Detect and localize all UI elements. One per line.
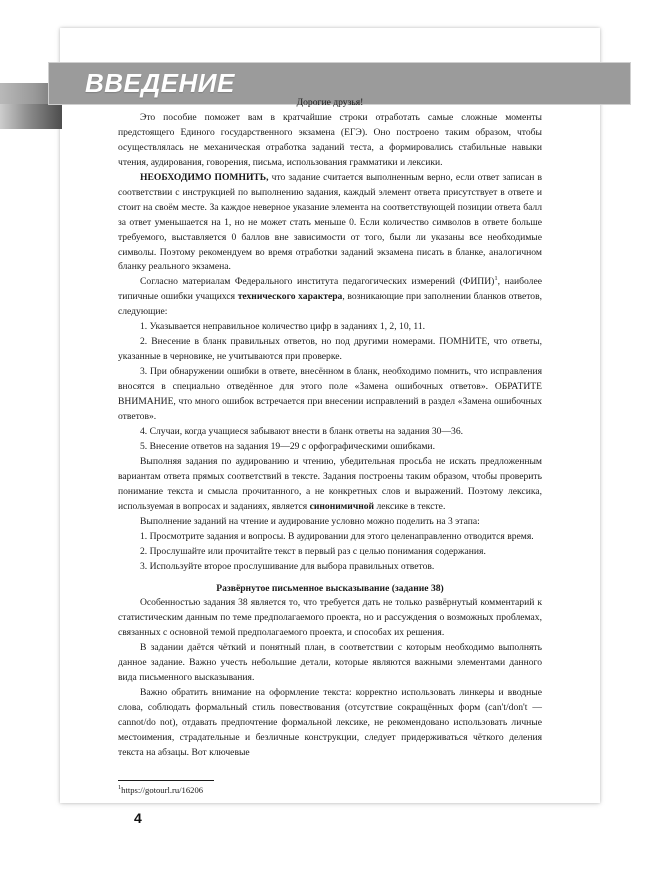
fipi-bold-phrase: технического характера bbox=[237, 291, 343, 303]
paragraph-task38-features: Особенностью задания 38 является то, что требуется дать не только развёрнутый комментарий к статистическим данным по теме предполагаемого проекта, но и рассуждения о возможных проблемах, связанных с основной темой предполагаемого проекта, и способах их решения. bbox=[118, 597, 542, 639]
listening-bold-phrase: синонимичной bbox=[309, 500, 375, 512]
paragraph-task38-style: Важно обратить внимание на оформление текста: корректно использовать линкеры и вводные слова, соблюдать формальный стиль повествования (отсутствие сокращённых форм (can't/don't — cannot/do not), отдавать предпочтение формальной лексике, не рекомендовано использовать личные местоимения, страдательные и безличные конструкции, следует придерживаться чёткого деления текста на абзацы. Вот ключевые bbox=[118, 687, 542, 758]
page-body bbox=[118, 96, 542, 761]
listening-text-a: Выполняя задания по аудированию и чтению, убедительная просьба не искать предложенным вариантам ответа прямых соответствий в тексте. Задания построены таким образом, чтобы проверить понимание текста и смысла прочитанного, а не конкретных слов и выражений. Поэтому лексика, используемая в вопросах и заданиях, является bbox=[118, 455, 542, 512]
fipi-text-c: , возникающие при заполнении бланков ответов, следующие: bbox=[118, 291, 542, 318]
footnote-url[interactable]: https://gotourl.ru/16206 bbox=[121, 785, 204, 795]
footnote-entry bbox=[118, 785, 542, 796]
salutation: Дорогие друзья! bbox=[296, 97, 364, 108]
footnote-area bbox=[118, 780, 542, 796]
fipi-text-a: Согласно материалам Федерального института педагогических измерений (ФИПИ) bbox=[140, 276, 495, 288]
paragraph-task38-plan: В задании даётся чёткий и понятный план, в соответствии с которым необходимо выполнять данное задание. Важно учесть небольшие детали, которые являются важными элементами данного вида письменного высказывания. bbox=[118, 642, 542, 684]
list-item: 2. Прослушайте или прочитайте текст в первый раз с целью понимания содержания. bbox=[140, 545, 486, 557]
paragraph-must-remember bbox=[118, 171, 542, 276]
list-item: 2. Внесение в бланк правильных ответов, но под другими номерами. ПОМНИТЕ, что ответы, указанные в черновике, не учитываются при проверке. bbox=[118, 336, 542, 363]
list-item: 4. Случаи, когда учащиеся забывают внести в бланк ответы на задания 30—36. bbox=[140, 425, 464, 437]
must-remember-body: что задание считается выполненным верно, если ответ записан в соответствии с инструкцией по выполнению задания, каждый элемент ответа присутствует в ответе и стоит на своём месте. За каждое неверное указание элемента на соответствующей позиции ответа балл за ответ уменьшается на 1, но не может стать меньше 0. Если количество символов в ответе больше требуемого, выставляется 0 баллов вне зависимости от того, были ли указаны все необходимые символы. Поэтому рекомендуем во время отработки заданий экзамена писать в бланке, аналогичном бланку реального экзамена. bbox=[118, 171, 542, 273]
must-remember-lead: НЕОБХОДИМО ПОМНИТЬ, bbox=[140, 171, 269, 183]
paragraph-fipi bbox=[118, 275, 542, 320]
list-item: 1. Указывается неправильное количество цифр в заданиях 1, 2, 10, 11. bbox=[140, 321, 426, 333]
subsection-heading: Развёрнутое письменное высказывание (задание 38) bbox=[216, 582, 444, 594]
footnote-reference-1[interactable]: 1 bbox=[494, 275, 498, 283]
footnote-separator bbox=[118, 780, 214, 781]
paragraph-listening-reading bbox=[118, 455, 542, 515]
listening-text-b: лексике в тексте. bbox=[374, 500, 446, 512]
footnote-marker: 1 bbox=[118, 784, 122, 792]
list-item: 1. Просмотрите задания и вопросы. В аудировании для этого целенаправленно отводится время. bbox=[140, 530, 534, 542]
paragraph-three-stages: Выполнение заданий на чтение и аудирование условно можно поделить на 3 этапа: bbox=[140, 515, 480, 527]
fipi-text-b: , наиболее типичные ошибки учащихся bbox=[118, 276, 542, 303]
list-item: 3. Используйте второе прослушивание для выбора правильных ответов. bbox=[140, 560, 435, 572]
section-spacer bbox=[118, 575, 542, 582]
list-item: 3. При обнаружении ошибки в ответе, внесённом в бланк, необходимо помнить, что исправления вносятся в специально отведённое для этого поле «Замена ошибочных ответов». ОБРАТИТЕ ВНИМАНИЕ, что много ошибок встречается при внесении исправлений в раздел «Замена ошибочных ответов». bbox=[118, 366, 542, 423]
paragraph-intro: Это пособие поможет вам в кратчайшие строки отработать самые сложные моменты предстоящего Единого государственного экзамена (ЕГЭ). Оно построено таким образом, чтобы осуществлялась не механическая отработка заданий теста, а формировались стабильные навыки чтения, аудирования, говорения, письма, использования грамматики и лексики. bbox=[118, 111, 542, 168]
section-title: ВВЕДЕНИЕ bbox=[85, 68, 235, 98]
section-ribbon-tail-fold bbox=[0, 104, 62, 129]
page-number: 4 bbox=[134, 810, 142, 826]
list-item: 5. Внесение ответов на задания 19—29 с орфографическими ошибками. bbox=[140, 440, 435, 452]
